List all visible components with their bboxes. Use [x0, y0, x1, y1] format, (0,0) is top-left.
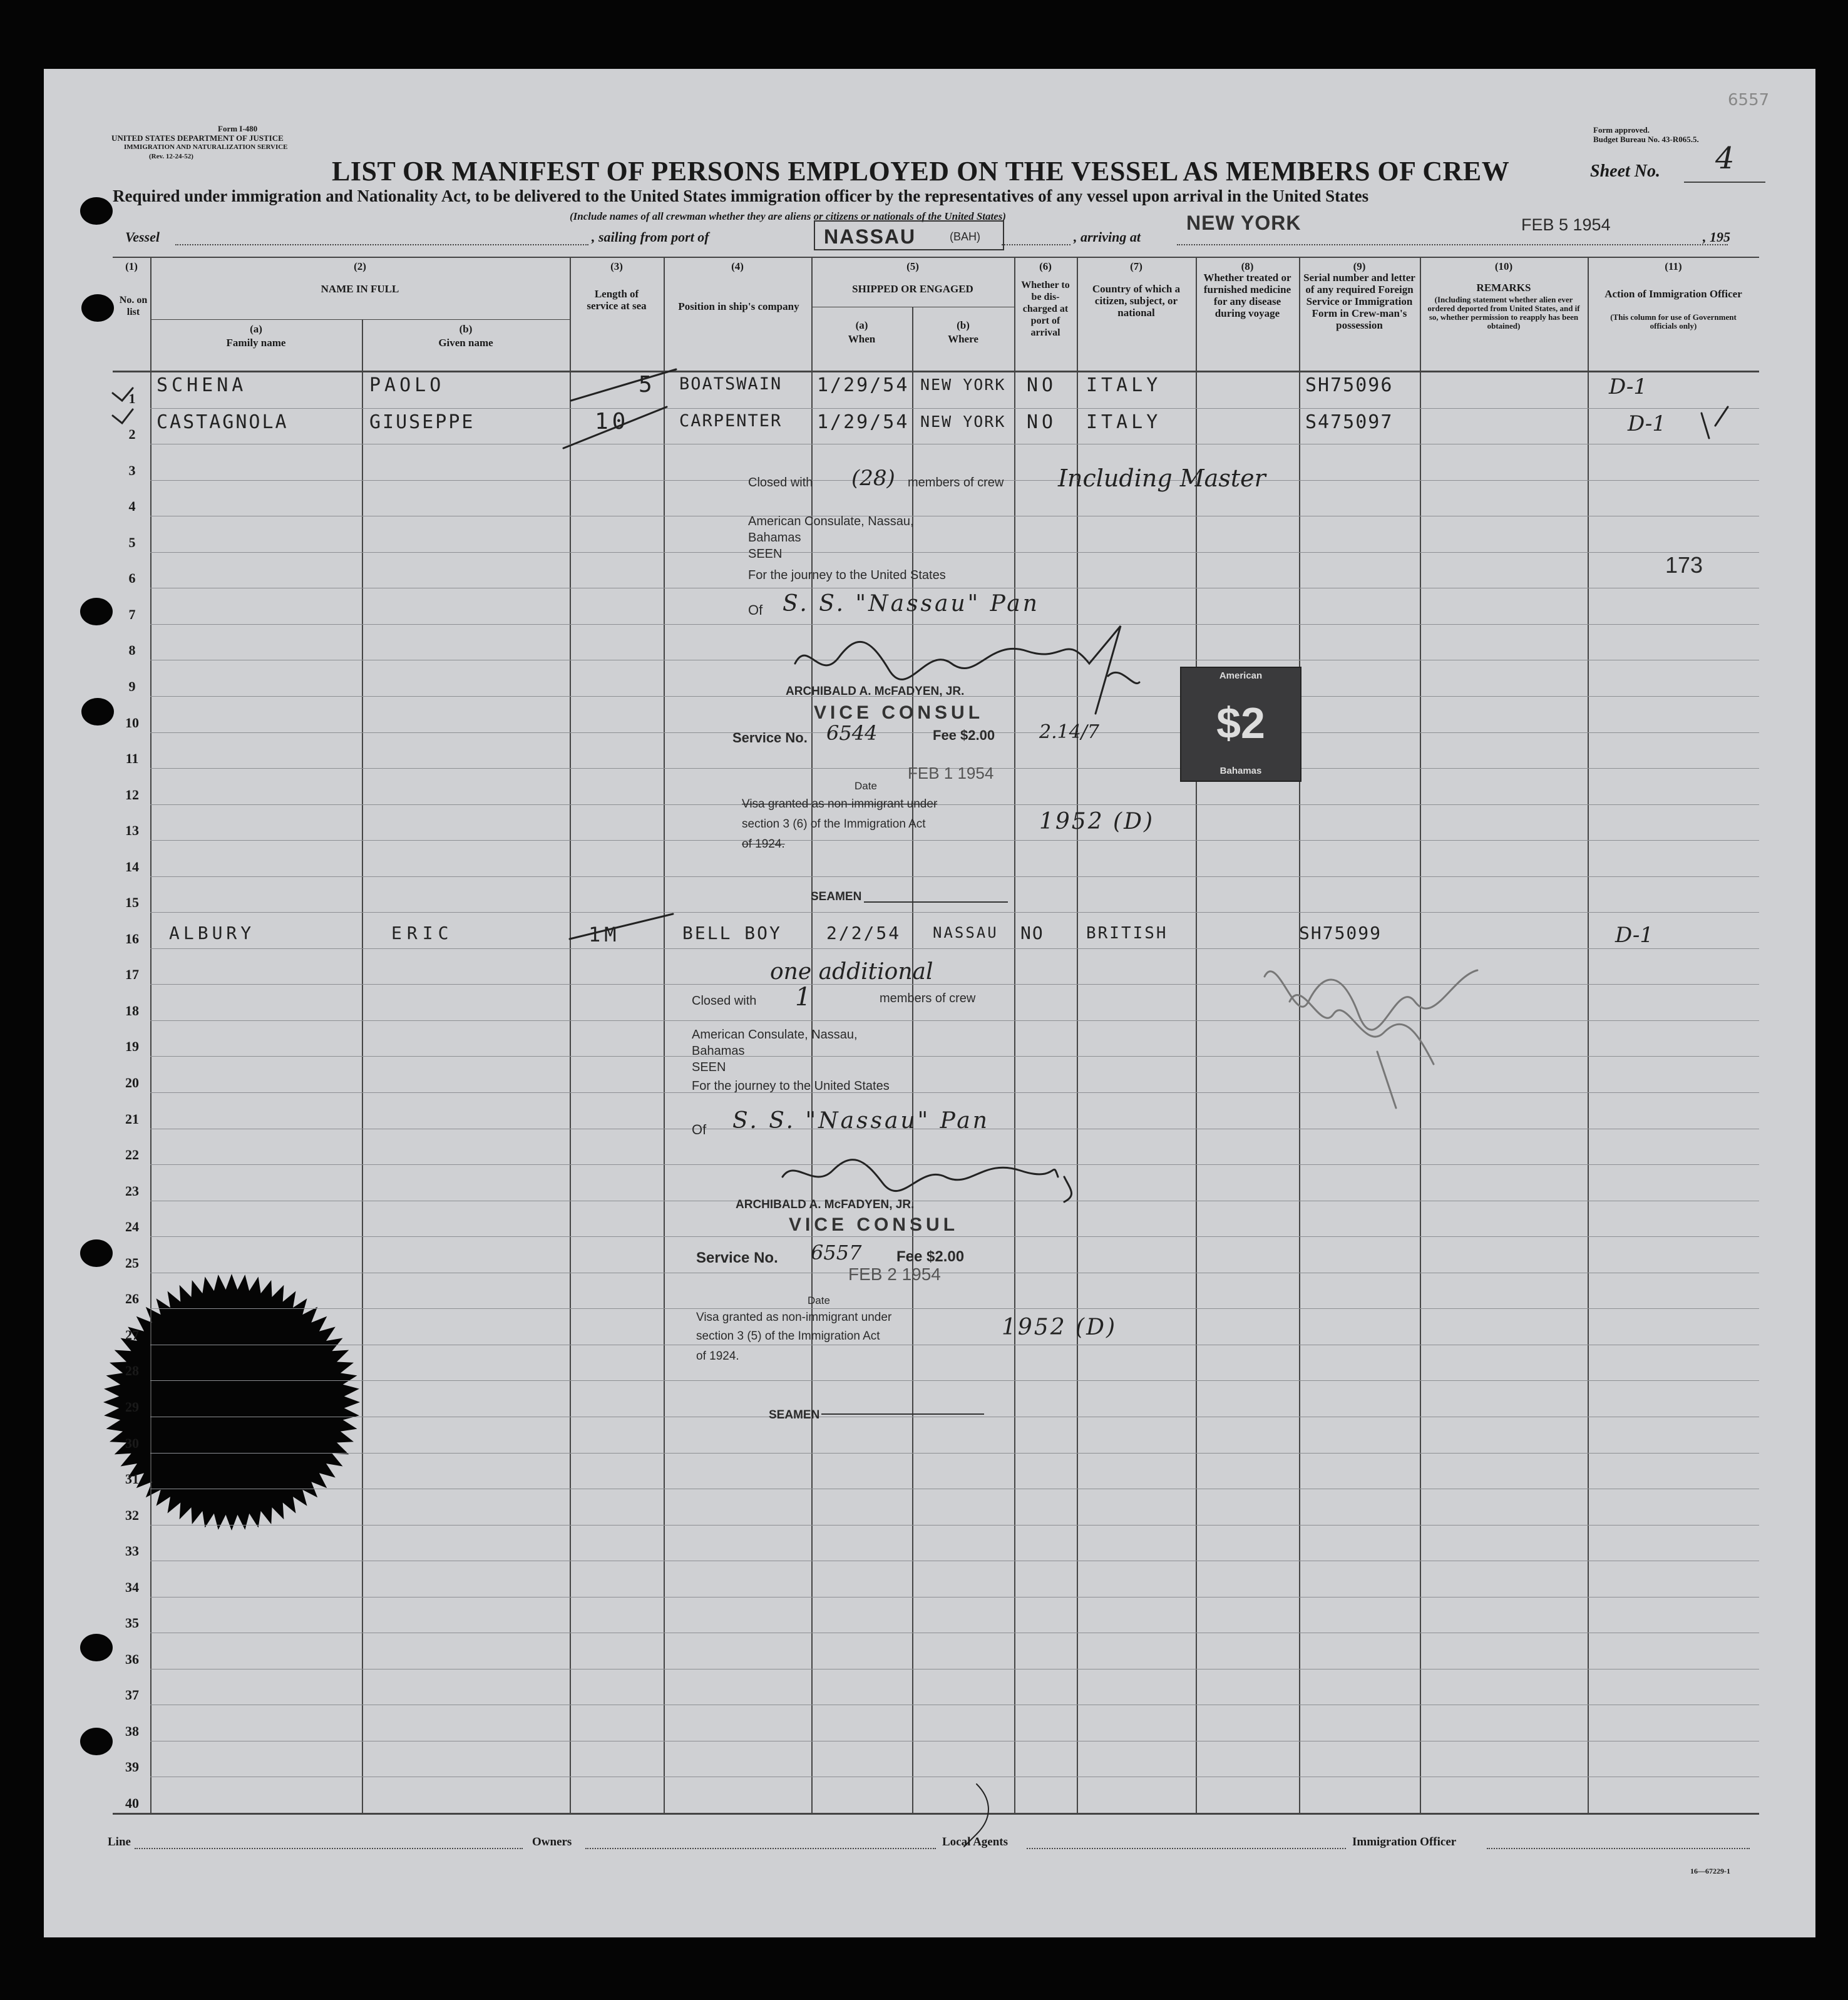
row-number: 5 [128, 534, 136, 550]
col-7-number: (7) [1130, 260, 1142, 272]
page-title: LIST OR MANIFEST OF PERSONS EMPLOYED ON THE VESSEL AS MEMBERS OF CREW [332, 156, 1510, 187]
sheet-label: Sheet No. [1590, 162, 1660, 181]
row-number: 12 [125, 786, 139, 803]
col-5b-header: Where [948, 333, 978, 345]
stamp1-consul-name: ARCHIBALD A. McFADYEN, JR. [786, 685, 965, 698]
row-16-given: ERIC [391, 923, 454, 943]
col-2-header: NAME IN FULL [321, 283, 399, 295]
stamp1-visa-3: of 1924. [742, 838, 785, 851]
stamp2-closed-with: Closed with [692, 994, 757, 1008]
arrival-date: FEB 5 1954 [1521, 215, 1611, 234]
year-label: , 195 [1703, 229, 1730, 245]
sailing-port: NASSAU [824, 225, 916, 248]
row-number: 40 [125, 1795, 139, 1811]
arriving-port: NEW YORK [1186, 212, 1301, 234]
row-1-family: SCHENA [157, 374, 247, 396]
stamp2-added: one additional [770, 959, 933, 985]
stamp1-of: Of [748, 602, 763, 618]
row-number: 38 [125, 1723, 139, 1739]
row-1-service: 5 [639, 372, 656, 397]
col-3-number: (3) [610, 260, 623, 272]
col-8-number: (8) [1241, 260, 1254, 272]
row-number: 23 [125, 1182, 139, 1199]
stamp1-fee: Fee $2.00 [933, 727, 995, 743]
row-number: 30 [125, 1435, 139, 1451]
col-10-note: (Including statement whether alien ever ordered deported from United States, and if so, whether permission to reapply has been obtained) [1427, 295, 1580, 331]
stamp2-seamen: SEAMEN [769, 1408, 820, 1422]
revenue-stamp-top: American [1219, 670, 1263, 681]
row-number: 7 [128, 606, 136, 622]
stamp1-closed-with: Closed with [748, 476, 813, 490]
footer-agents-label: Local Agents [942, 1835, 1009, 1849]
stamp2-date-label: Date [808, 1295, 830, 1306]
row-number: 4 [128, 498, 136, 515]
row-number: 6 [128, 570, 136, 587]
row-2-country: ITALY [1086, 411, 1162, 433]
row-number: 3 [128, 462, 136, 478]
row-16-where: NASSAU [933, 924, 998, 941]
row-1-when: 1/29/54 [817, 374, 910, 396]
stamp1-service-no: 6544 [826, 721, 878, 745]
stamp1-consulate: American Consulate, Nassau, [748, 515, 914, 528]
col-5a-header: When [848, 333, 876, 345]
col-10-number: (10) [1494, 260, 1513, 272]
revision: (Rev. 12-24-52) [149, 153, 193, 160]
stamp2-of: Of [692, 1122, 707, 1137]
remark-count: 173 [1665, 552, 1703, 578]
row-2-given: GIUSEPPE [369, 411, 475, 433]
revenue-stamp [1180, 667, 1301, 782]
row-2-serial: S475097 [1305, 411, 1394, 433]
row-1-given: PAOLO [369, 374, 445, 396]
arriving-label: , arriving at [1074, 229, 1141, 245]
stamp2-visa-2: section 3 (5) of the Immigration Act [696, 1330, 880, 1343]
row-number: 11 [125, 751, 139, 767]
stamp2-bahamas: Bahamas [692, 1044, 745, 1058]
stamp2-visa-hand: 1952 (D) [1002, 1315, 1117, 1340]
corner-number: 6557 [1728, 91, 1770, 110]
sailing-label: , sailing from port of [592, 229, 709, 245]
row-number: 1 [128, 390, 136, 406]
row-number: 19 [125, 1038, 139, 1055]
row-number: 14 [125, 858, 139, 874]
budget-bureau: Budget Bureau No. 43-R065.5. [1593, 135, 1699, 144]
row-16-position: BELL BOY [682, 923, 782, 943]
row-2-action: D-1 [1628, 411, 1666, 436]
row-number: 27 [125, 1326, 139, 1343]
stamp2-members: members of crew [880, 992, 976, 1005]
footer-officer-label: Immigration Officer [1352, 1835, 1457, 1849]
col-11-number: (11) [1665, 260, 1682, 272]
row-number: 32 [125, 1507, 139, 1523]
sheet-number: 4 [1715, 141, 1735, 176]
row-number: 13 [125, 823, 139, 839]
row-number: 25 [125, 1254, 139, 1271]
row-1-discharged: NO [1027, 374, 1057, 396]
stamp1-seen: SEEN [748, 547, 783, 561]
row-number: 31 [125, 1471, 139, 1487]
row-16-when: 2/2/54 [826, 923, 901, 943]
row-number: 17 [125, 967, 139, 983]
stamp1-visa-hand: 1952 (D) [1039, 809, 1155, 834]
col-5a-letter: (a) [855, 319, 868, 331]
stamp1-fee-note: 2.14/7 [1039, 721, 1099, 743]
row-2-position: CARPENTER [679, 411, 783, 431]
stamp2-consulate: American Consulate, Nassau, [692, 1028, 858, 1042]
row-number: 18 [125, 1002, 139, 1018]
stamp1-date: FEB 1 1954 [908, 764, 994, 782]
row-1-country: ITALY [1086, 374, 1162, 396]
row-2-where: NEW YORK [920, 413, 1006, 431]
row-1-serial: SH75096 [1305, 374, 1394, 396]
vessel-label: Vessel [125, 229, 160, 245]
row-number: 2 [128, 426, 136, 443]
col-11-header: Action of Immigration Officer [1604, 288, 1742, 300]
row-number: 37 [125, 1687, 139, 1703]
stamp2-ship: S. S. "Nassau" Pan [732, 1108, 990, 1134]
form-number: Form I-480 [218, 124, 258, 133]
col-6-number: (6) [1039, 260, 1052, 272]
footer-line-label: Line [108, 1835, 131, 1849]
form-code: 16—67229-1 [1690, 1867, 1730, 1875]
col-6-header: Whether to be dis-charged at port of arrival [1021, 280, 1070, 338]
row-16-serial: SH75099 [1299, 923, 1382, 943]
service: IMMIGRATION AND NATURALIZATION SERVICE [124, 143, 288, 151]
row-1-where: NEW YORK [920, 376, 1006, 394]
stamp1-including: Including Master [1058, 464, 1266, 492]
row-number: 26 [125, 1291, 139, 1307]
row-number: 36 [125, 1651, 139, 1667]
col-11-note: (This column for use of Government officials only) [1610, 312, 1737, 331]
row-number: 15 [125, 895, 139, 911]
col-3-header: Length of service at sea [587, 288, 647, 312]
col-2b-letter: (b) [459, 323, 473, 335]
stamp1-members: members of crew [908, 476, 1004, 490]
stamp2-seen: SEEN [692, 1060, 726, 1074]
col-2a-letter: (a) [250, 323, 262, 335]
col-4-number: (4) [731, 260, 744, 272]
stamp1-visa-1: Visa granted as non-immigrant under [742, 797, 938, 811]
row-1-action: D-1 [1609, 374, 1648, 399]
stamp1-journey: For the journey to the United States [748, 568, 946, 582]
row-2-service: 10 [595, 409, 630, 434]
revenue-stamp-value: $2 [1216, 699, 1265, 747]
stamp1-seamen: SEAMEN [811, 890, 862, 903]
row-number: 29 [125, 1398, 139, 1415]
row-16-discharged: NO [1020, 923, 1044, 943]
stamp1-date-label: Date [855, 780, 877, 792]
row-2-discharged: NO [1027, 411, 1057, 433]
row-number: 28 [125, 1363, 139, 1379]
required-statement: Required under immigration and Nationality Act, to be delivered to the United States immigration officer by the representatives of any vessel upon arrival in the United States [113, 187, 1369, 205]
row-16-country: BRITISH [1086, 924, 1168, 943]
row-16-action: D-1 [1615, 923, 1654, 948]
row-number: 9 [128, 678, 136, 694]
col-2a-header: Family name [226, 337, 286, 349]
department: UNITED STATES DEPARTMENT OF JUSTICE [111, 133, 284, 143]
stamp1-vice-consul: VICE CONSUL [814, 702, 984, 723]
stamp2-journey: For the journey to the United States [692, 1079, 890, 1093]
stamp2-vice-consul: VICE CONSUL [789, 1214, 959, 1235]
row-number: 10 [125, 714, 139, 731]
revenue-stamp-bottom: Bahamas [1219, 766, 1262, 776]
col-5-header: SHIPPED OR ENGAGED [852, 283, 973, 295]
include-note: (Include names of all crewman whether they are aliens or citizens or nationals of the United States) [570, 210, 1007, 222]
col-5-number: (5) [906, 260, 919, 272]
row-number: 22 [125, 1147, 139, 1163]
col-2-number: (2) [354, 260, 366, 272]
col-8-header: Whether treated or furnished medicine for any disease during voyage [1203, 272, 1291, 319]
col-9-number: (9) [1353, 260, 1366, 272]
stamp2-fee: Fee $2.00 [896, 1248, 965, 1265]
stamp2-consul-name: ARCHIBALD A. McFADYEN, JR. [736, 1198, 915, 1211]
row-2-when: 1/29/54 [817, 411, 910, 433]
form-approved: Form approved. [1593, 125, 1650, 135]
stamp1-visa-2: section 3 (6) of the Immigration Act [742, 818, 926, 831]
row-16-service: 1M [588, 923, 620, 946]
stamp2-service-no: 6557 [811, 1241, 862, 1264]
row-1-position: BOATSWAIN [679, 374, 783, 394]
stamp1-closed-count: (28) [851, 466, 895, 491]
row-number: 34 [125, 1579, 139, 1595]
stamp2-service-label: Service No. [696, 1249, 778, 1266]
sailing-port-suffix: (BAH) [950, 230, 980, 243]
row-number: 8 [128, 642, 136, 659]
row-number: 16 [125, 930, 139, 946]
row-number: 33 [125, 1543, 139, 1559]
stamp2-date: FEB 2 1954 [848, 1264, 941, 1284]
col-5b-letter: (b) [957, 319, 970, 331]
col-2b-header: Given name [438, 337, 493, 349]
stamp1-service-label: Service No. [732, 730, 808, 746]
col-1-number: (1) [125, 260, 138, 272]
stamp1-bahamas: Bahamas [748, 531, 801, 545]
stamp1-ship: S. S. "Nassau" Pan [783, 591, 1040, 617]
col-1-header: No. on list [119, 295, 148, 317]
footer-owners-label: Owners [532, 1835, 572, 1849]
stamp2-visa-1: Visa granted as non-immigrant under [696, 1311, 892, 1324]
col-4-header: Position in ship's company [678, 300, 799, 312]
col-9-header: Serial number and letter of any required Foreign Service or Immigration Form in Crew-man's possession [1303, 272, 1415, 331]
row-number: 20 [125, 1075, 139, 1090]
stamp2-signature [789, 1164, 797, 1165]
row-number: 35 [125, 1615, 139, 1631]
row-number: 21 [125, 1110, 139, 1127]
row-number: 39 [125, 1759, 139, 1775]
row-number: 24 [125, 1219, 139, 1235]
row-16-family: ALBURY [169, 923, 255, 943]
stamp2-visa-3: of 1924. [696, 1350, 739, 1363]
stamp2-closed-count: 1 [795, 983, 811, 1012]
col-10-header: REMARKS [1476, 282, 1531, 294]
col-7-header: Country of which a citizen, subject, or national [1092, 283, 1181, 319]
row-2-family: CASTAGNOLA [157, 411, 289, 433]
